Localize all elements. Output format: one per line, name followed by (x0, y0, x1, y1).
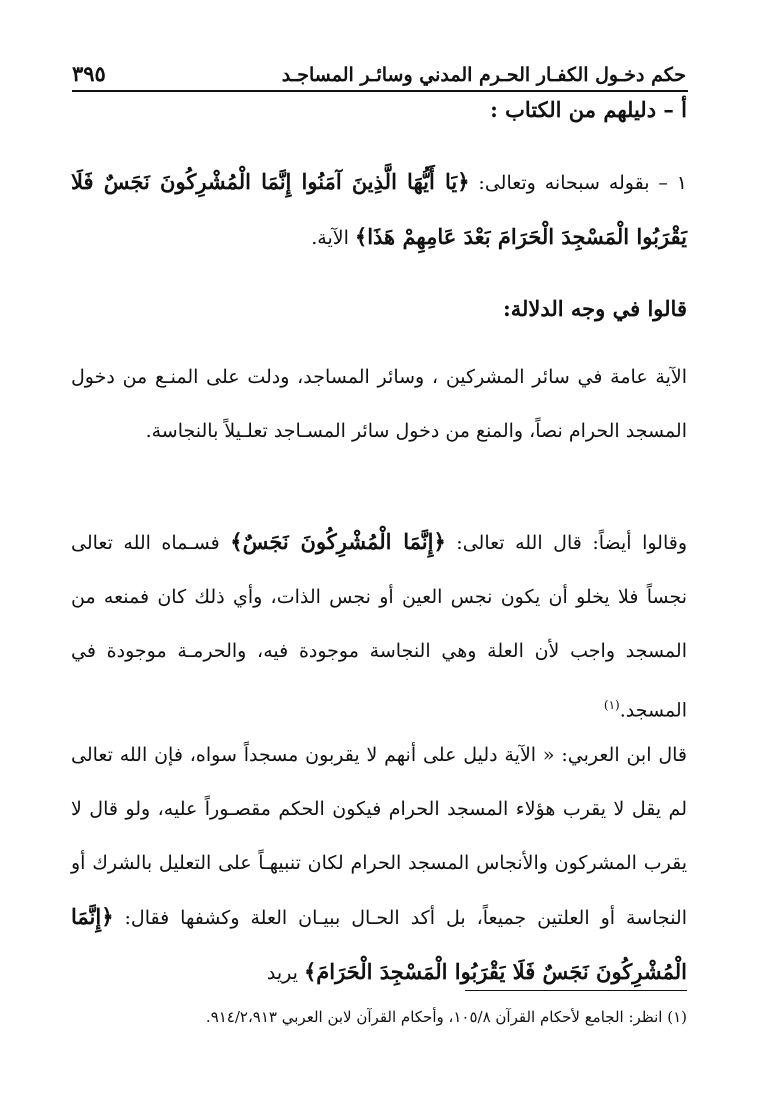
paragraph-outro: يريد (266, 962, 304, 984)
quran-verse: ﴿يَا أَيُّهَا الَّذِينَ آمَنُوا إِنَّمَا الْمُشْرِكُونَ نَجَسٌ فَلَا يَقْرَبُوا الْمَسْجِدَ الْحَرَامَ بَعْدَ عَامِهِمْ هَذَا﴾ (71, 169, 687, 249)
footnote-reference: (١) (603, 698, 620, 712)
page-number: ٣٩٥ (72, 61, 106, 86)
running-header (72, 56, 688, 92)
footnote-divider (465, 990, 687, 991)
header-title: حكم دخـول الكفـار الحـرم المدني وسائـر المساجـد (281, 64, 686, 86)
paragraph-indication: الآية عامة في سائر المشركين ، وسائر المساجد، ودلت على المنـع من دخول المسجد الحرام نصاً، والمنع من دخول سائر المسـاجد تعلـيلاً بالنجاسة. (71, 366, 687, 442)
paragraph-ibn-arabi (71, 728, 687, 1000)
quran-verse: ﴿إِنَّمَا الْمُشْرِكُونَ نَجَسٌ﴾ (230, 529, 446, 554)
paragraph-text: فسـماه الله تعالى نجساً فلا يخلو أن يكون نجس العين أو نجس الذات، وأي ذلك كان فمنعه من المسجد واجب لأن العلة وهي النجاسة موجودة فيه، والحرمـة موجودة في المسجد. (71, 532, 687, 722)
paragraph-also (71, 515, 687, 737)
quran-verse: ﴿إِنَّمَا الْمُشْرِكُونَ نَجَسٌ فَلَا يَقْرَبُوا الْمَسْجِدَ الْحَرَامَ﴾ (71, 904, 687, 984)
paragraph-outro: الآية. (311, 227, 355, 249)
paragraph-verse-1 (71, 155, 687, 265)
paragraph-intro: وقالوا أيضاً: قال الله تعالى: (445, 532, 687, 554)
section-heading: أ – دليلهم من الكتاب : (490, 97, 687, 122)
footnote: (١) انظر: الجامع لأحكام القرآن ١٠٥/٨، وأحكام القرآن لابن العربي ٩١٤/٢،٩١٣. (205, 1008, 687, 1026)
subheading: قالوا في وجه الدلالة: (502, 296, 687, 321)
paragraph-text: قال ابن العربي: « الآية دليل على أنهم لا يقربون مسجداً سواه، فإن الله تعالى لم يقل لا يقرب هؤلاء المسجد الحرام فيكون الحكم مقصـوراً عليه، ولو قال لا يقرب المشركون والأنجاس المسجد الحرام لكان تنبيهـاً على التعليل بالشرك أو النجاسة أو العلتين جميعاً، بل أكد الحـال ببيـان العلة وكشفها فقال: (71, 744, 687, 929)
paragraph-intro: ١ – بقوله سبحانه وتعالى: (469, 172, 687, 194)
